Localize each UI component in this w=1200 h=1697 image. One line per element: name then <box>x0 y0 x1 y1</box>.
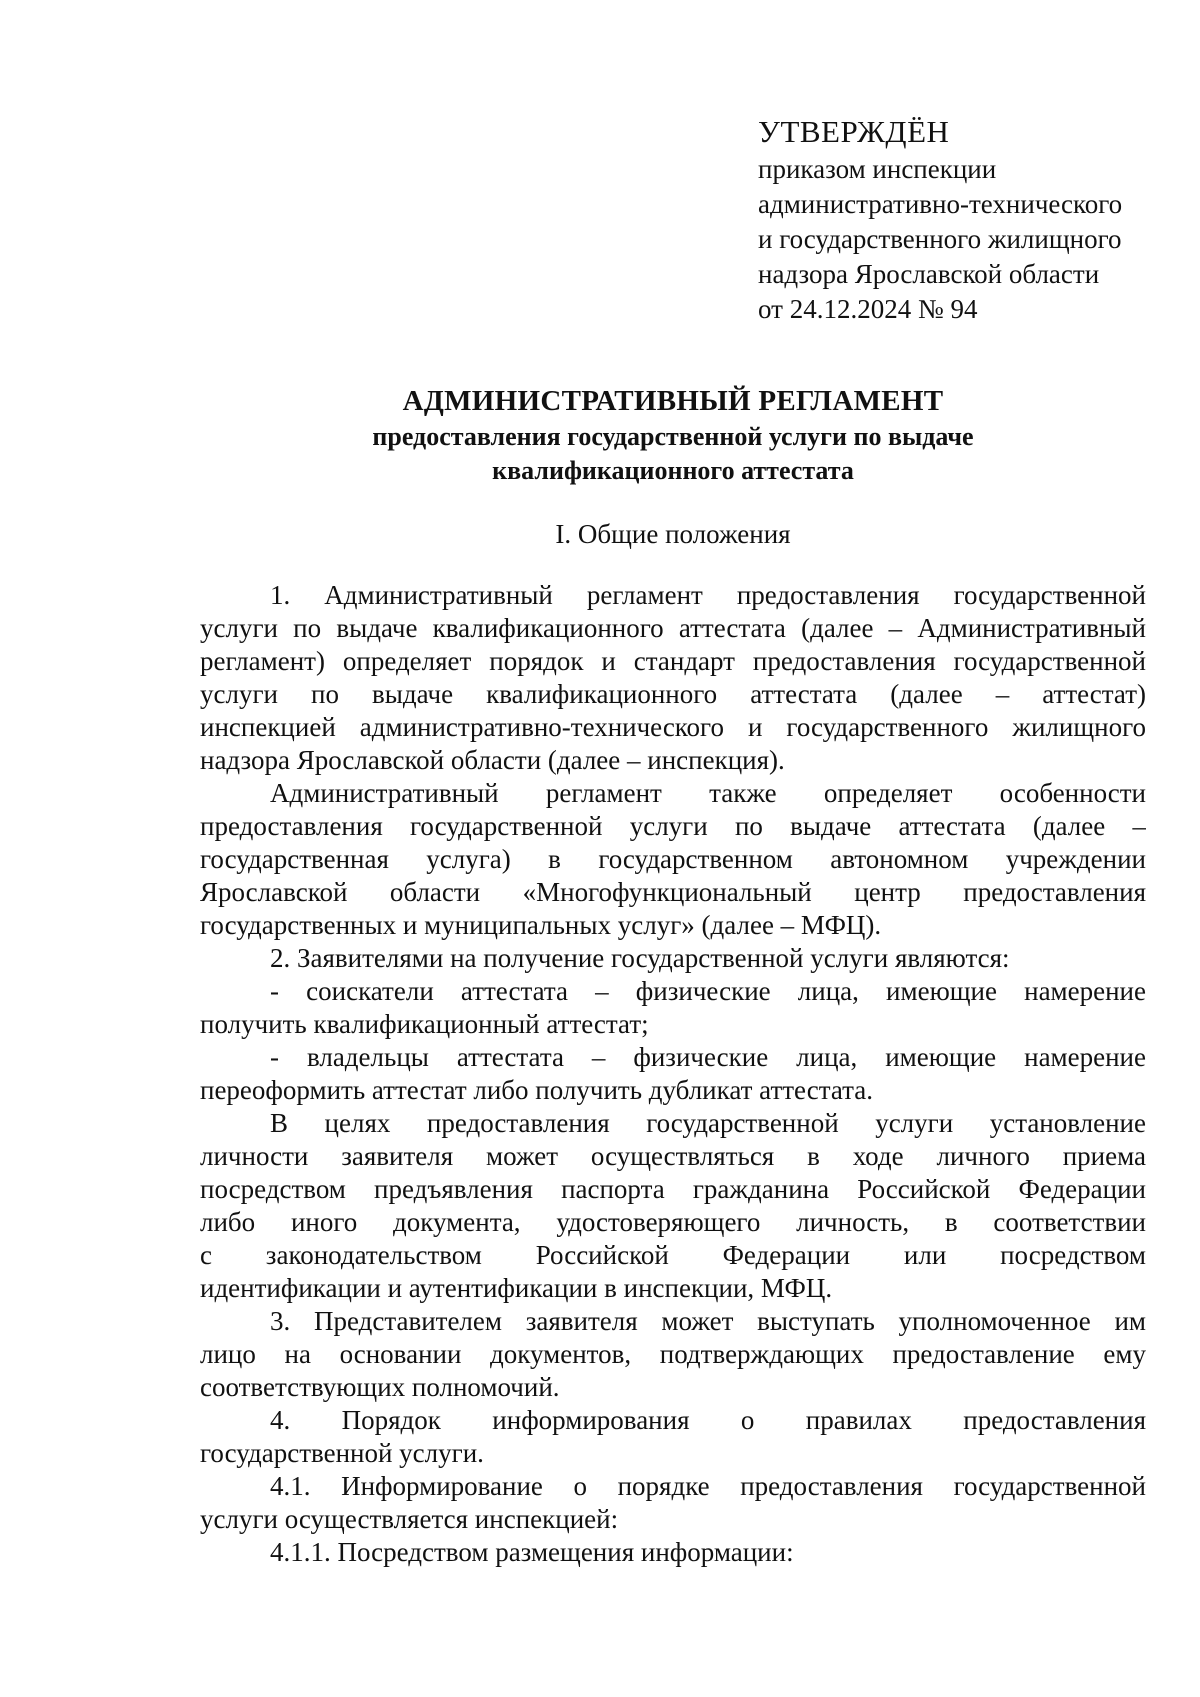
paragraph-line: 4.1.1. Посредством размещения информации: <box>270 1537 794 1567</box>
paragraph-line: предоставления государственной услуги по выдаче аттестата (далее – <box>200 811 1146 841</box>
paragraph-line: В целях предоставления государственной услуги установление <box>270 1108 1146 1138</box>
approval-line: административно-технического <box>758 189 1123 219</box>
paragraph-line: регламент) определяет порядок и стандарт предоставления государственной <box>200 646 1146 676</box>
paragraph-line: государственных и муниципальных услуг» (далее – МФЦ). <box>200 910 882 940</box>
document-body <box>200 579 1146 1569</box>
approval-line: приказом инспекции <box>758 154 997 184</box>
paragraph-line: Административный регламент также определяет особенности <box>270 778 1146 808</box>
approval-line: надзора Ярославской области <box>758 259 1100 289</box>
paragraph-line: Ярославской области «Многофункциональный центр предоставления <box>200 877 1146 907</box>
document-subtitle-line: предоставления государственной услуги по выдаче <box>372 422 974 451</box>
section-heading: I. Общие положения <box>555 519 791 549</box>
paragraph-line: инспекцией административно-технического и государственного жилищного <box>200 712 1146 742</box>
paragraph-line: надзора Ярославской области (далее – инспекция). <box>200 745 785 775</box>
paragraph-line: - владельцы аттестата – физические лица, имеющие намерение <box>270 1042 1146 1072</box>
document-title-block <box>200 382 1146 488</box>
paragraph-line: - соискатели аттестата – физические лица, имеющие намерение <box>270 976 1146 1006</box>
approval-title: УТВЕРЖДЁН <box>758 114 950 149</box>
approval-line: и государственного жилищного <box>758 224 1122 254</box>
paragraph-line: переоформить аттестат либо получить дубликат аттестата. <box>200 1075 873 1105</box>
paragraph-line: 1. Административный регламент предоставления государственной <box>270 580 1146 610</box>
paragraph-line: с законодательством Российской Федерации или посредством <box>200 1240 1146 1270</box>
document-title: АДМИНИСТРАТИВНЫЙ РЕГЛАМЕНТ <box>402 385 944 417</box>
paragraph-line: государственной услуги. <box>200 1438 484 1468</box>
paragraph-line: услуги по выдаче квалификационного аттестата (далее – Административный <box>200 613 1146 643</box>
approval-stamp-block <box>758 112 1178 327</box>
paragraph-line: получить квалификационный аттестат; <box>200 1009 649 1039</box>
paragraph-line: лицо на основании документов, подтверждающих предоставление ему <box>200 1339 1146 1369</box>
paragraph-line: 4.1. Информирование о порядке предоставления государственной <box>270 1471 1146 1501</box>
paragraph-line: личности заявителя может осуществляться в ходе личного приема <box>200 1141 1146 1171</box>
approval-order-date: от 24.12.2024 № 94 <box>758 294 978 324</box>
document-subtitle-line: квалификационного аттестата <box>492 456 854 485</box>
paragraph-line: 2. Заявителями на получение государственной услуги являются: <box>270 943 1010 973</box>
paragraph-line: государственная услуга) в государственном автономном учреждении <box>200 844 1146 874</box>
paragraph-line: либо иного документа, удостоверяющего личность, в соответствии <box>200 1207 1146 1237</box>
paragraph-line: посредством предъявления паспорта гражданина Российской Федерации <box>200 1174 1146 1204</box>
paragraph-line: 4. Порядок информирования о правилах предоставления <box>270 1405 1146 1435</box>
paragraph-line: соответствующих полномочий. <box>200 1372 560 1402</box>
paragraph-line: 3. Представителем заявителя может выступать уполномоченное им <box>270 1306 1146 1336</box>
paragraph-line: услуги по выдаче квалификационного аттестата (далее – аттестат) <box>200 679 1146 709</box>
paragraph-line: услуги осуществляется инспекцией: <box>200 1504 619 1534</box>
paragraph-line: идентификации и аутентификации в инспекции, МФЦ. <box>200 1273 833 1303</box>
